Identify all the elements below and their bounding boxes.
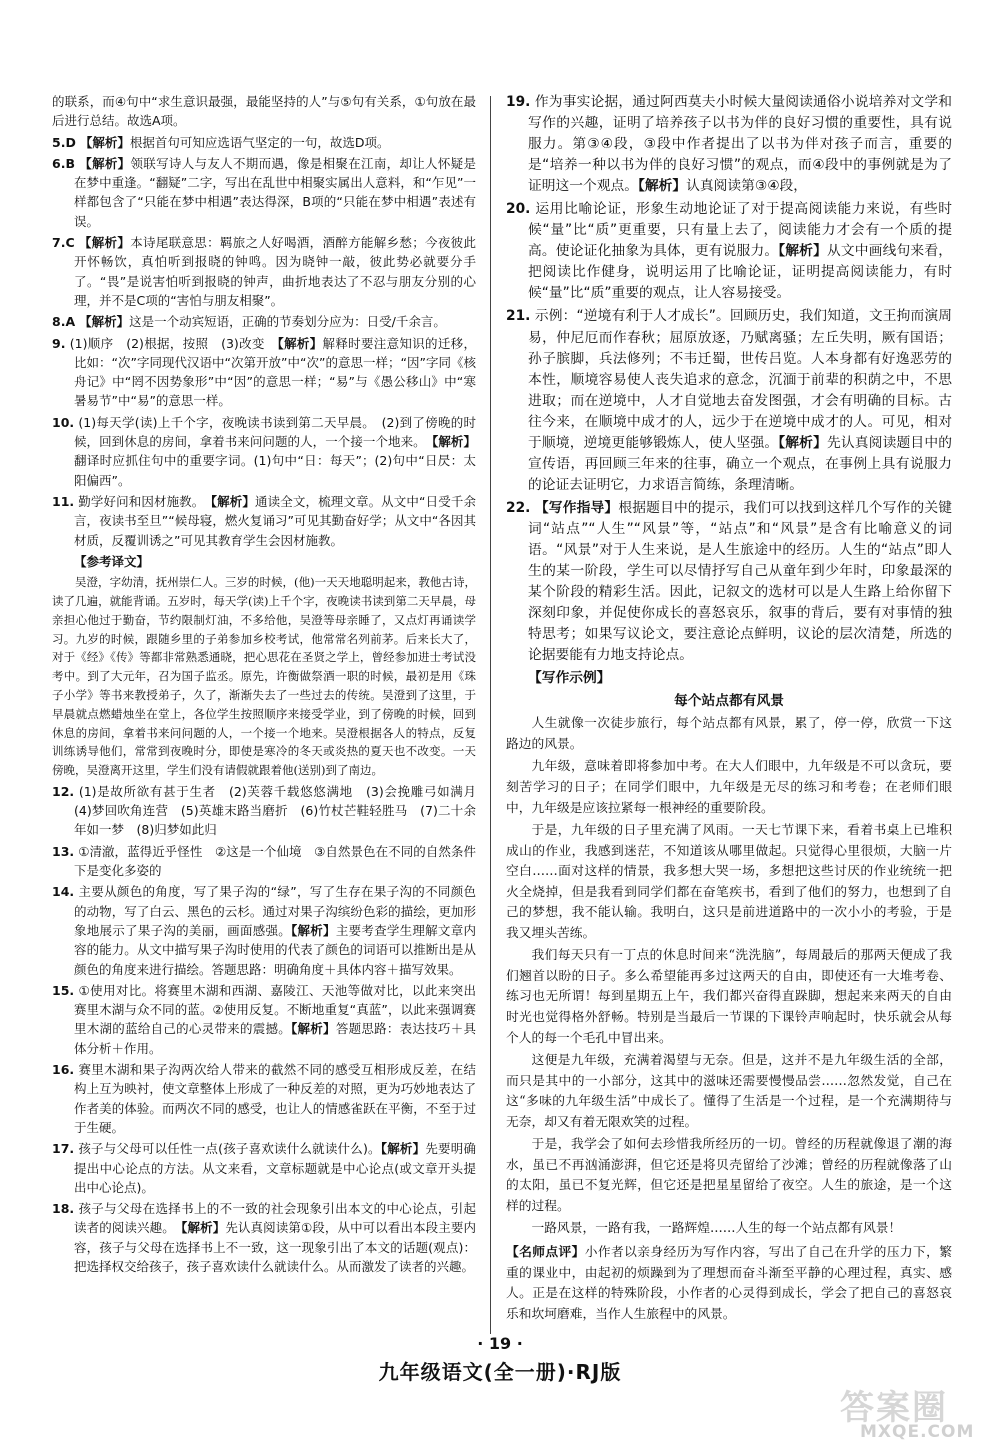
analysis-label: 【解析】 xyxy=(432,434,476,450)
book-title: 九年级语文(全一册)·RJ版 xyxy=(378,1360,622,1384)
answer-item xyxy=(52,1060,476,1137)
teacher-comment xyxy=(506,1242,952,1325)
answer-text: 运用比喻论证，形象生动地论证了对于提高阅读能力来说，有些时候“量”比“质”更重要，只有量上去了，阅读能力才会有一个质的提高。使论证化抽象为具体，更有说服力。 xyxy=(528,201,952,260)
answer-item xyxy=(52,1199,476,1276)
answer-number: 17. xyxy=(52,1141,75,1157)
essay-paragraph: 我们每天只有一丁点的休息时间来“洗洗脑”，每周最后的那两天便成了我们翘首以盼的日子。多么希望能再多过这两天的自由，即使还有一大堆考卷、练习也无所谓！每到星期五上午，我们都兴奋得直跺脚，想起来来两天的自由时光也觉得格外舒畅。特别是当最后一节课的下课铃声响起时，快乐就会从每个人的每一个毛孔中冒出来。 xyxy=(506,948,952,1046)
essay-paragraph: 人生就像一次徒步旅行，每个站点都有风景，累了，停一停，欣赏一下这路边的风景。 xyxy=(506,716,952,752)
answer-text: ①清澈，蓝得近乎怪性 ②这是一个仙境 ③自然景色在不同的自然条件下是变化多姿的 xyxy=(74,843,476,879)
answer-number: 15. xyxy=(52,982,75,998)
answer-text: (1)是故所欲有甚于生者 (2)芙蓉千载悠悠满地 (3)会挽雕弓如满月 (4)梦回吹角连营 (5)英雄末路当磨折 (6)竹杖芒鞋轻胜马 (7)二十余年如一梦 (8)归梦如此归 xyxy=(74,783,489,838)
analysis-label: 【解析】 xyxy=(181,1220,226,1236)
answer-item xyxy=(506,498,952,666)
answer-number: 9. xyxy=(52,335,66,351)
answer-text: 先认真阅读题目中的宣传语，再回顾三年来的往事，确立一个观点，在事例上具有说服力的论证去证明它，力求语言简练，条理清晰。 xyxy=(528,434,952,493)
writing-example-heading: 【写作示例】 xyxy=(528,670,611,687)
answer-number: 21. xyxy=(506,308,531,325)
answer-text: 根据题目中的提示，我们可以找到这样几个写作的关键词“站点”“人生”“风景”等，“站点”和“风景”是含有比喻意义的词语。“风景”对于人生来说，是人生旅途中的经历。人生的“站点”即人生的某一阶段，学生可以尽情抒写自己从童年到少年时，印象最深的某个阶段的精彩生活。因此，记叙文的选材可以是人生路上给你留下深刻印象，并促使你成长的喜怒哀乐，叙事的背后，要有对事情的独特思考；如果写议论文，要注意论点鲜明，议论的层次清楚，所选的论据要能有力地支持论点。 xyxy=(528,499,952,664)
answer-text: 解释时要注意知识的迁移，比如：“次”字同现代汉语中“次第开放”中“次”的意思一样；“因”字同《核舟记》中“罔不因势象形”中“因”的意思一样；“易”与《愚公移山》中“寒暑易节”中“易”的意思一样。 xyxy=(74,335,476,409)
analysis-label: 【解析】 xyxy=(79,155,131,171)
answer-item xyxy=(52,882,476,978)
answer-text: 的联系，而④句中“求生意识最强，最能坚持的人”与⑤句有关系，①句放在最后进行总结。故选A项。 xyxy=(52,94,476,129)
essay-paragraph: 一路风景，一路有我，一路辉煌……人生的每一个站点都有风景！ xyxy=(531,1221,902,1237)
essay-title: 每个站点都有风景 xyxy=(673,693,784,710)
analysis-label: 【解析】 xyxy=(291,922,336,938)
analysis-label: 【解析】 xyxy=(210,493,256,509)
answer-text: 先要明确提出中心论点的方法。从文来看，文章标题就是中心论点(或文章开头提出中心论点)。 xyxy=(74,1141,476,1195)
answer-text: 翻译时应抓住句中的重要字词。(1)句中“日：每天”；(2)句中“日昃：太阳偏西”。 xyxy=(74,453,476,488)
left-column xyxy=(52,92,489,1278)
translation-paragraph: 吴澄，字幼清，抚州崇仁人。三岁的时候，(他)一天天地聪明起来，教他古诗，读了几遍，就能背诵。五岁时，每天学(读)上千个字，夜晚读书读到第二天早晨，母亲担心他过于勤奋，节约限制灯油，不多给他，吴澄等母亲睡了，又点灯再诵读学习。九岁的时候，跟随乡里的子弟参加乡校考试，他常常名列前茅。后来长大了，对于《经》《传》等都非常熟悉通晓，把心思花在圣贤之学上，曾经参加进士考试没考中。到了大元年，召为国子监丞。原先，许衡做祭酒一职的时候，最初是用《珠子小学》等书来教授弟子，久了，渐渐失去了一些过去的传统。吴澄到了这里，于早晨就点燃蜡烛坐在堂上，各位学生按照顺序来接受学业，到了傍晚的时候，回到休息的房间，拿着书来问问题的人，一个接一个地来。吴澄根据各人的特点，反复训练诱导他们，常常到夜晚时分，即使是寒冷的冬天或炎热的夏天也不改变。一天傍晚，吴澄离开这里，学生们没有请假就跟着他(送别)到了南边。 xyxy=(52,575,476,778)
answer-text: 这是一个动宾短语，正确的节奏划分应为：日受/千余言。 xyxy=(129,314,446,330)
answer-text: 通读全文，梳理文章。从文中“日受千余言，夜读书至旦”“候母寝，燃火复诵习”可见其勤奋好学；从文中“各因其材质，反覆训诱之”可见其教育学生会因材施教。 xyxy=(74,493,476,548)
answer-item xyxy=(52,981,476,1058)
answer-item xyxy=(52,782,489,840)
answer-number: 5.D xyxy=(52,134,76,150)
answer-item xyxy=(52,312,476,331)
watermark-site-text: MXQE.COM xyxy=(860,1422,975,1442)
answer-item xyxy=(52,492,476,550)
answer-text: 主要考查学生理解文章内容的能力。从文中描写果子沟时使用的代表了颜色的词语可以推断出是从颜色的角度来进行描绘。答题思路：明确角度＋具体内容＋描写效果。 xyxy=(74,922,476,977)
answer-text: 领联写诗人与友人不期而遇，像是相聚在江南，却让人怀疑是在梦中重逢。“翻疑”二字，写出在乱世中相聚实属出人意料，和“乍见”一样都包含了“只能在梦中相遇”表达得深，B项的“只能在梦中相遇”表述有误。 xyxy=(74,155,476,229)
essay-paragraph: 于是，我学会了如何去珍惜我所经历的一切。曾经的历程就像退了潮的海水，虽已不再汹涌澎湃，但它还是将贝壳留给了沙滩；曾经的历程就像落了山的太阳，虽已不复光辉，但它还是把星星留给了夜空。人生的旅途，是一个这样的过程。 xyxy=(506,1137,952,1214)
teacher-comment-text: 小作者以亲身经历为写作内容，写出了自己在升学的压力下，繁重的课业中，由起初的烦躁到为了理想而奋斗渐至平静的心理过程，真实、感人。正是在这样的特殊阶段，小作者的心灵得到成长，学会了把自己的喜怒哀乐和坎坷磨难，当作人生旅程中的风景。 xyxy=(506,1245,953,1322)
watermark-logo xyxy=(832,1380,994,1446)
answer-text: 作为事实论据，通过阿西莫夫小时候大量阅读通俗小说培养对文学和写作的兴趣，证明了培养孩子以书为伴的良好习惯的重要性，具有说服力。第③④段，③段中作者提出了以书为伴对孩子而言，重要的是“培养一种以书为伴的良好习惯”的观点，而④段中的事例就是为了证明这一个观点。 xyxy=(528,94,952,195)
teacher-comment-label: 【名师点评】 xyxy=(506,1244,585,1260)
watermark-main-text: 答案圈 xyxy=(840,1388,948,1428)
column-divider xyxy=(490,96,491,1334)
answer-text: 根据首句可知应选语气坚定的一句，故选D项。 xyxy=(129,134,390,150)
answer-text: 孩子与父母在选择书上的不一致的社会现象引出本文的中心论点，引起读者的阅读兴趣。 xyxy=(74,1201,476,1236)
answer-text: (1)顺序 (2)根据，按照 (3)改变 xyxy=(69,335,278,351)
answer-item xyxy=(506,199,952,304)
right-column xyxy=(506,92,952,1325)
answer-text: 本诗尾联意思：羁旅之人好喝酒，酒醉方能解乡愁；今夜彼此开怀畅饮，真怕听到报晓的钟鸣。因为晓钟一敲，彼此势必就要分手了。“畏”是说害怕听到报晓的钟声，曲折地表达了不忍与朋友分别的心理，并不是C项的“害怕与朋友相聚”。 xyxy=(74,235,476,308)
analysis-label: 【解析】 xyxy=(291,1021,336,1037)
answer-number: 11. xyxy=(52,493,75,509)
analysis-label: 【解析】 xyxy=(778,243,827,260)
essay-paragraph: 这便是九年级，充满着渴望与无奈。但是，这并不是九年级生活的全部，而只是其中的一小部分，这其中的滋味还需要慢慢品尝……忽然发觉，自己在这“多味的九年级生活”中成长了。懂得了生活是一个过程，是一个充满期待与无奈，却又有着无限欢笑的过程。 xyxy=(506,1053,952,1130)
answer-item xyxy=(52,1139,476,1197)
analysis-label: 【解析】 xyxy=(778,434,827,451)
answer-number: 10. xyxy=(52,414,75,430)
analysis-label: 【解析】 xyxy=(79,134,130,150)
answer-item xyxy=(52,154,476,231)
answer-text: (1)每天学(读)上千个字，夜晚读书读到第二天早晨。 (2)到了傍晚的时候，回到休息的房间，拿着书来问问题的人，一个接一个地来。 xyxy=(74,414,476,450)
essay-paragraph: 九年级，意味着即将参加中考。在大人们眼中，九年级是不可以贪玩，要刻苦学习的日子；在同学们眼中，九年级是无尽的练习和考卷；在老师们眼中，九年级是应该拉紧每一根神经的重要阶段。 xyxy=(506,759,952,816)
answer-text: 孩子与父母可以任性一点(孩子喜欢读什么就读什么)。 xyxy=(78,1141,381,1157)
answer-number: 18. xyxy=(52,1201,75,1217)
answer-number: 13. xyxy=(52,843,75,859)
answer-item xyxy=(52,413,476,490)
answer-text: 从文中画线句来看，把阅读比作健身，说明运用了比喻论证，证明提高阅读能力，有时候“量”比“质”重要的观点，让人容易接受。 xyxy=(528,243,952,302)
analysis-label: 【解析】 xyxy=(638,178,687,195)
answer-item xyxy=(52,233,476,310)
answer-number: 22. xyxy=(506,499,531,516)
answer-number: 20. xyxy=(506,201,531,218)
analysis-label: 【写作指导】 xyxy=(534,499,619,516)
analysis-label: 【解析】 xyxy=(277,335,323,351)
answer-text: 赛里木湖和果子沟两次给人带来的截然不同的感受互相形成反差，在结构上互为映衬，使文章整体上形成了一种反差的对照，更为巧妙地表达了作者美的体验。而两次不同的感受，也让人的情感雀跃在平衡，不至于过于生硬。 xyxy=(74,1062,476,1135)
answer-text: 勤学好问和因材施教。 xyxy=(78,493,211,509)
answer-item xyxy=(506,306,952,495)
essay-paragraph: 于是，九年级的日子里充满了风雨。一天七节课下来，看着书桌上已堆积成山的作业，我感到迷茫，不知道该从哪里做起。只觉得心里很烦，大脑一片空白……面对这样的情景，我多想大哭一场，多想把这些讨厌的作业统统一把火全烧掉，但是我看到同学们都在奋笔疾书，看到了他们的努力，也想到了自己的梦想，我不能认输。我明白，这只是前进道路中的一次小小的考验，于是我又埋头苦练。 xyxy=(506,823,952,941)
answer-item xyxy=(506,92,952,197)
answer-item xyxy=(52,842,476,881)
answer-number: 7.C xyxy=(52,235,75,251)
answer-number: 14. xyxy=(52,884,75,900)
answer-text: 先认真阅读第①段，从中可以看出本段主要内容，孩子与父母在选择书上不一致，这一现象引出了本文的话题(观点)：把选择权交给孩子，孩子喜欢读什么就读什么。从而激发了读者的兴趣。 xyxy=(74,1220,476,1275)
page-number: · 19 · xyxy=(477,1334,523,1353)
answer-number: 8.A xyxy=(52,314,76,330)
answer-item xyxy=(52,334,476,411)
answer-number: 19. xyxy=(506,94,531,110)
analysis-label: 【解析】 xyxy=(78,235,131,251)
answer-item xyxy=(52,92,476,131)
answer-number: 6.B xyxy=(52,155,75,171)
analysis-label: 【解析】 xyxy=(380,1141,426,1157)
answer-text: ①使用对比。将赛里木湖和西湖、嘉陵江、天池等做对比，以此来突出赛里木湖与众不同的蓝。②使用反复。不断地重复“真蓝”，以此来强调赛里木湖的蓝给自己的心灵带来的震撼。 xyxy=(74,982,476,1037)
answer-text: 答题思路：表达技巧＋具体分析＋作用。 xyxy=(74,1021,476,1056)
answer-number: 16. xyxy=(52,1062,75,1078)
answer-text: 主要从颜色的角度，写了果子沟的“绿”，写了生存在果子沟的不同颜色的动物，写了白云、黑色的云杉。通过对果子沟缤纷色彩的描绘，更加形象地展示了果子沟的美丽，画面感强。 xyxy=(74,884,477,938)
reference-translation-heading: 【参考译文】 xyxy=(74,553,150,569)
analysis-label: 【解析】 xyxy=(79,314,130,330)
answer-item xyxy=(52,133,476,152)
answer-text: 示例：“逆境有利于人才成长”。回顾历史，我们知道，文王拘而演周易，仲尼厄而作春秋；屈原放逐，乃赋离骚；左丘失明，厥有国语；孙子膑脚，兵法修列；不韦迁蜀，世传吕览。人本身都有好逸恶劳的本性，顺境容易使人丧失追求的意念，沉湎于前辈的积荫之中，不思进取；而在逆境中，人才自觉地去奋发图强，才会有明确的目标。古往今来，在顺境中成才的人，远少于在逆境中成才的人。可见，相对于顺境，逆境更能够锻炼人，使人坚强。 xyxy=(528,308,953,451)
answer-text: 认真阅读第③④段， xyxy=(686,178,808,195)
answer-number: 12. xyxy=(52,783,75,799)
